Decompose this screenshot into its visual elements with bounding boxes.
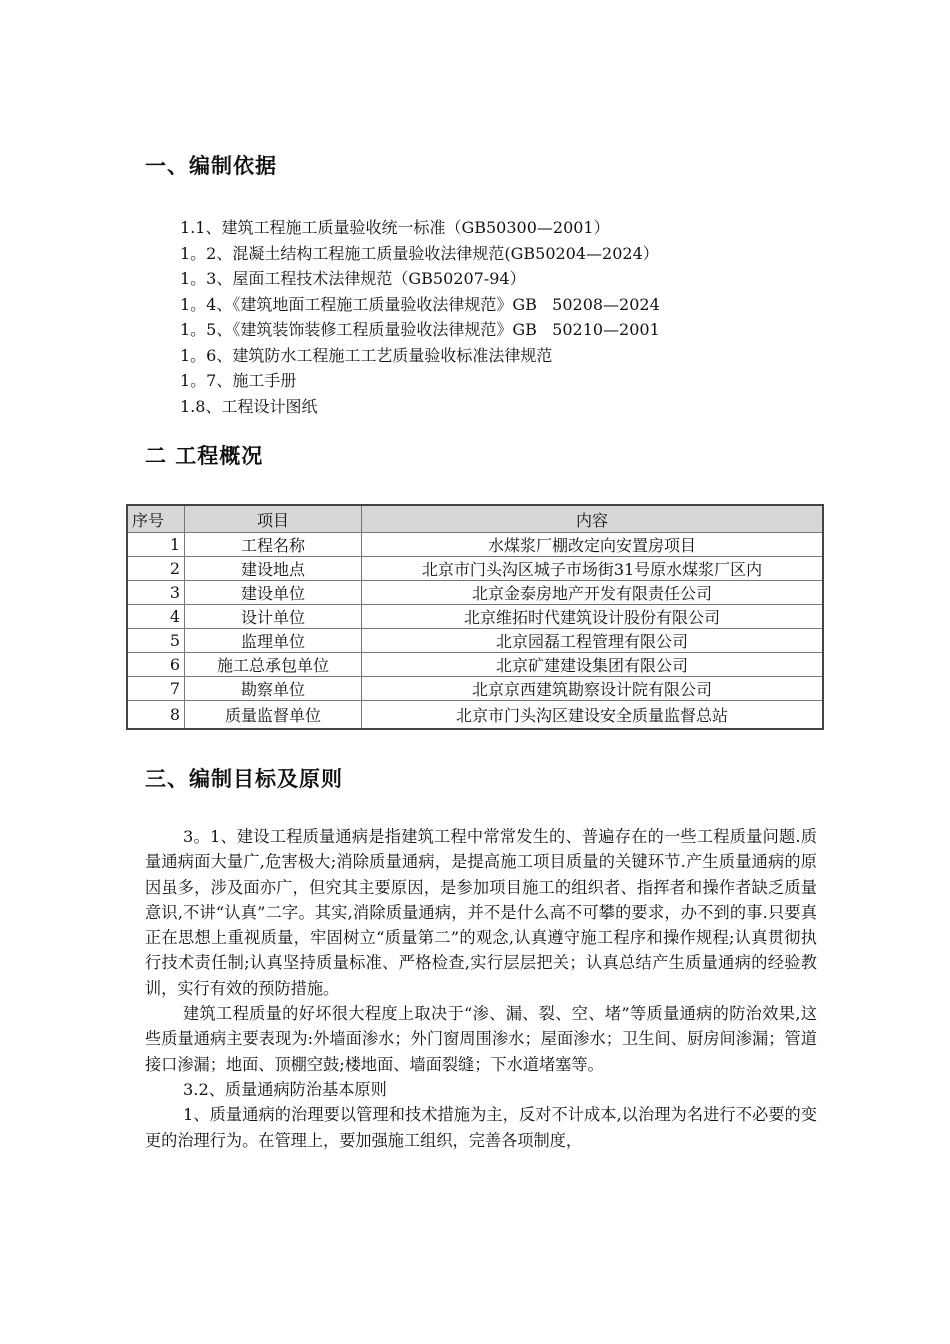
table-row: [127, 701, 823, 730]
row-no: 7: [127, 677, 185, 701]
section2-title: 二 工程概况: [145, 444, 264, 468]
row-no: 6: [127, 653, 185, 677]
table-row: [127, 629, 823, 653]
header-item: 项目: [185, 505, 362, 533]
row-content: 北京矿建建设集团有限公司: [362, 653, 824, 677]
row-no: 5: [127, 629, 185, 653]
row-item: 工程名称: [185, 533, 362, 557]
row-content: 北京市门头沟区建设安全质量监督总站: [362, 701, 824, 730]
basis-item: 1。7、施工手册: [180, 371, 297, 390]
row-item: 质量监督单位: [185, 701, 362, 730]
row-no: 4: [127, 605, 185, 629]
basis-item: 1.1、建筑工程施工质量验收统一标准（GB50300—2001）: [180, 218, 610, 237]
row-content: 水煤浆厂棚改定向安置房项目: [362, 533, 824, 557]
row-item: 施工总承包单位: [185, 653, 362, 677]
paragraph: 建筑工程质量的好坏很大程度上取决于“渗、漏、裂、空、堵”等质量通病的防治效果,这些质量通病主要表现为:外墙面渗水；外门窗周围渗水；屋面渗水；卫生间、厨房间渗漏；管道接口渗漏；地面、顶棚空鼓;楼地面、墙面裂缝；下水道堵塞等。: [145, 1004, 817, 1074]
row-no: 2: [127, 557, 185, 581]
basis-item: 1。5、《建筑装饰装修工程质量验收法律规范》GB 50210—2001: [180, 320, 660, 339]
row-content: 北京市门头沟区城子市场街31号原水煤浆厂区内: [362, 557, 824, 581]
table-header-row: [127, 505, 823, 533]
paragraph: 3.2、质量通病防治基本原则: [183, 1079, 387, 1099]
row-no: 3: [127, 581, 185, 605]
row-content: 北京金泰房地产开发有限责任公司: [362, 581, 824, 605]
row-item: 建设地点: [185, 557, 362, 581]
row-item: 勘察单位: [185, 677, 362, 701]
table-row: [127, 557, 823, 581]
section1-title: 一、编制依据: [145, 154, 277, 178]
basis-item: 1.8、工程设计图纸: [180, 396, 318, 416]
table-row: [127, 533, 823, 557]
header-content: 内容: [362, 505, 824, 533]
row-no: 1: [127, 533, 185, 557]
row-no: 8: [127, 701, 185, 730]
header-no: 序号: [127, 505, 185, 533]
basis-list: [180, 215, 660, 419]
table-row: [127, 677, 823, 701]
row-item: 监理单位: [185, 629, 362, 653]
section3-title: 三、编制目标及原则: [145, 767, 343, 791]
row-content: 北京维拓时代建筑设计股份有限公司: [362, 605, 824, 629]
table-row: [127, 653, 823, 677]
basis-item: 1。6、建筑防水工程施工工艺质量验收标准法律规范: [180, 345, 553, 365]
paragraph: 3。1、建设工程质量通病是指建筑工程中常常发生的、普遍存在的一些工程质量问题.质量通病面大量广,危害极大;消除质量通病，是提高施工项目质量的关键环节.产生质量通病的原因虽多，涉及面亦广，但究其主要原因，是参加项目施工的组织者、指挥者和操作者缺乏质量意识,不讲“认真”二字。其实,消除质量通病，并不是什么高不可攀的要求，办不到的事.只要真正在思想上重视质量，牢固树立“质量第二”的观念,认真遵守施工程序和操作规程;认真贯彻执行技术责任制;认真坚持质量标准、严格检查,实行层层把关；认真总结产生质量通病的经验教训，实行有效的预防措施。: [145, 827, 817, 998]
basis-item: 1。2、混凝土结构工程施工质量验收法律规范(GB50204—2024）: [180, 243, 659, 263]
row-content: 北京园磊工程管理有限公司: [362, 629, 824, 653]
overview-table: [126, 504, 824, 730]
row-item: 建设单位: [185, 581, 362, 605]
paragraph: 1、质量通病的治理要以管理和技术措施为主，反对不计成本,以治理为名进行不必要的变更的治理行为。在管理上，要加强施工组织，完善各项制度，: [145, 1105, 817, 1150]
row-content: 北京京西建筑勘察设计院有限公司: [362, 677, 824, 701]
section3-body: [145, 824, 817, 1153]
table-row: [127, 605, 823, 629]
table-row: [127, 581, 823, 605]
row-item: 设计单位: [185, 605, 362, 629]
basis-item: 1。4、《建筑地面工程施工质量验收法律规范》GB 50208—2024: [180, 294, 660, 314]
basis-item: 1。3、屋面工程技术法律规范（GB50207-94）: [180, 269, 526, 288]
